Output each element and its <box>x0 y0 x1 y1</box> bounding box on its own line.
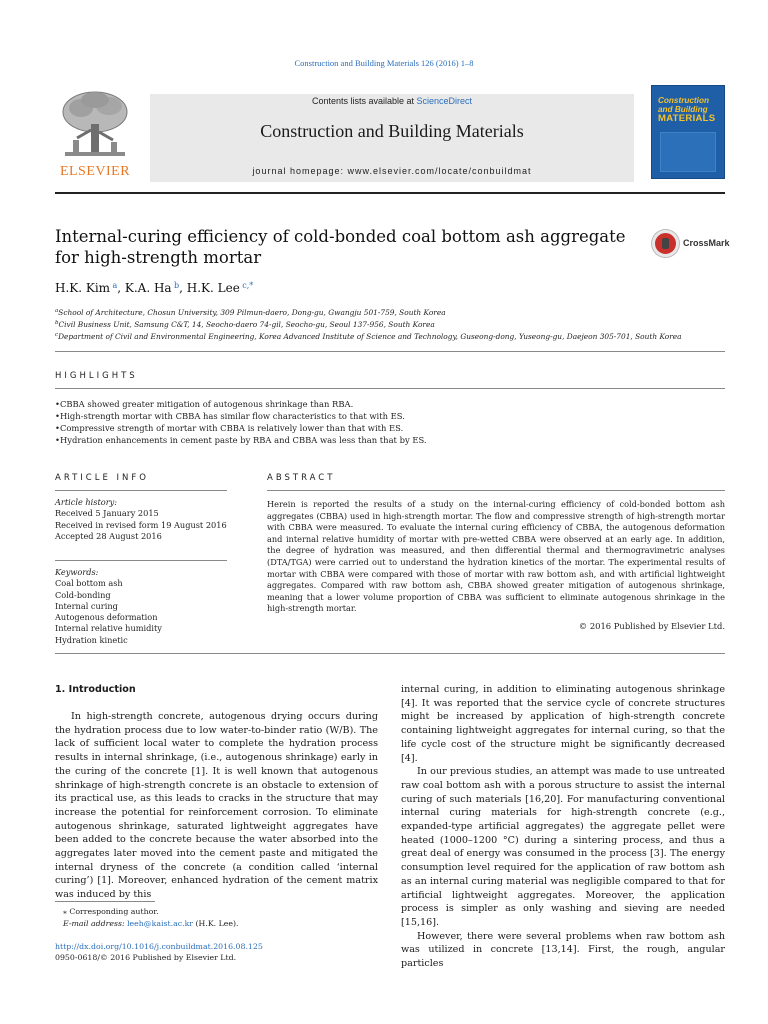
publisher-name: ELSEVIER <box>59 164 131 179</box>
crossmark-label: CrossMark <box>683 238 730 248</box>
history-item: Received 5 January 2015 <box>55 508 159 519</box>
keyword-item: Internal curing <box>55 600 118 611</box>
doi-link[interactable]: http://dx.doi.org/10.1016/j.conbuildmat.2016.08.125 <box>55 942 263 951</box>
highlights-heading: HIGHLIGHTS <box>55 371 138 381</box>
author-affil-sup[interactable]: c,* <box>242 281 254 290</box>
article-title: Internal-curing efficiency of cold-bonded coal bottom ash aggregate for high-strength mortar <box>55 227 626 267</box>
journal-reference[interactable]: Construction and Building Materials 126 (2016) 1–8 <box>294 58 474 68</box>
highlights-divider <box>55 388 725 389</box>
article-history <box>55 497 227 542</box>
history-label: Article history: <box>55 497 117 507</box>
author-affil-sup[interactable]: a <box>112 281 118 290</box>
body-paragraph: However, there were several problems when raw bottom ash was utilized in concrete [13,14]. First, the rough, angular particles <box>401 930 725 970</box>
history-item: Received in revised form 19 August 2016 <box>55 519 227 530</box>
body-paragraph: internal curing, in addition to eliminating autogenous shrinkage [4]. It was reported that the service cycle of concrete structures might be increased by application of high-strength concrete containing lightweight aggregates for internal curing, so that the life cycle cost of the structure might be significantly decreased [4]. <box>401 684 725 764</box>
affiliations <box>55 306 725 342</box>
body-left-column <box>55 710 378 902</box>
author-list: H.K. Kim $^a$, K.A. Ha $^b$, H.K. Lee $^{c,*}$ <box>55 281 254 295</box>
email-note <box>55 918 385 930</box>
journal-homepage[interactable]: journal homepage: www.elsevier.com/locate/conbuildmat <box>252 166 532 176</box>
contents-availability <box>150 96 634 106</box>
history-item: Accepted 28 August 2016 <box>55 530 162 541</box>
crossmark-icon <box>652 230 679 257</box>
highlights-list <box>55 398 725 446</box>
highlight-item: • CBBA showed greater mitigation of autogenous shrinkage than RBA. <box>55 398 725 410</box>
keywords-divider <box>55 560 227 561</box>
affiliation-item: $^c$Department of Civil and Environmental Engineering, Korea Advanced Institute of Science and Technology, Guseong-dong, Yuseong-gu, Daejeon 305-701, South Korea <box>55 332 682 341</box>
footnote-divider <box>55 901 155 902</box>
body-paragraph: In our previous studies, an attempt was made to use untreated raw coal bottom ash with a porous structure to assist the internal curing of such materials [16,20]. For manufacturing conventional internal curing materials for high-strength concrete (e.g., expanded-type artificial aggregates) the aggregate pellet were heated (1000–1200 °C) during a sintering process, and thus a great deal of energy was consumed in the process [3]. The energy consumption level required for the application of raw bottom ash as an internal curing material was negligible compared to that for artificial lightweight aggregates. Moreover, the application process is simpler as only washing and sieving are needed [15,16]. <box>401 766 725 928</box>
header-divider <box>55 192 725 194</box>
author-name: H.K. Kim <box>55 281 111 295</box>
author-name: K.A. Ha <box>124 281 172 295</box>
cover-line-3: MATERIALS <box>658 113 716 125</box>
highlight-item: • Compressive strength of mortar with CBBA is relatively lower than that with ES. <box>55 422 725 434</box>
page-footer <box>55 941 385 963</box>
keyword-item: Coal bottom ash <box>55 578 123 589</box>
footnote <box>55 906 385 930</box>
keyword-item: Hydration kinetic <box>55 634 128 645</box>
contents-prefix: Contents lists available at <box>311 96 417 106</box>
affiliations-divider <box>55 351 725 352</box>
sciencedirect-link[interactable]: ScienceDirect <box>416 96 473 106</box>
cover-line-2: and Building <box>658 105 708 115</box>
journal-name: Construction and Building Materials <box>260 121 524 141</box>
abstract-divider <box>267 490 725 491</box>
elsevier-tree-icon <box>55 90 135 162</box>
crossmark-badge[interactable] <box>652 230 732 260</box>
body-paragraph: In high-strength concrete, autogenous drying occurs during the hydration process due to low water-to-binder ratio (W/B). The lack of sufficient local water to complete the hydration process results in internal shrinkage, (i.e., autogenous shrinkage) early in the curing of the concrete [1]. It is well known that autogenous shrinkage of high-strength concrete is an obstacle to extension of its practical use, as this leads to cracks in the structure that may increase the potential for reinforcement corrosion. To eliminate autogenous shrinkage, saturated lightweight aggregates have been added to the concrete because the water absorbed into the aggregates later moved into the cement paste and mitigated the internal dryness of the concrete (a condition called ‘internal curing’) [1]. Moreover, enhanced hydration of the cement matrix was induced by this <box>55 711 378 901</box>
body-right-column <box>401 683 725 971</box>
abstract-end-divider <box>55 653 725 654</box>
keyword-item: Internal relative humidity <box>55 623 162 634</box>
cover-title <box>658 96 718 124</box>
article-info-divider <box>55 490 227 491</box>
elsevier-logo <box>55 90 135 180</box>
keywords <box>55 567 227 646</box>
author-affil-sup[interactable]: b <box>174 281 180 290</box>
highlight-item: • High-strength mortar with CBBA has similar flow characteristics to that with ES. <box>55 410 725 422</box>
keywords-label: Keywords: <box>55 567 99 577</box>
affiliation-item: $^a$School of Architecture, Chosun University, 309 Pilmun-daero, Dong-gu, Gwangju 501-759, South Korea <box>55 308 446 317</box>
keyword-item: Cold-bonding <box>55 589 111 600</box>
article-info-heading: ARTICLE INFO <box>55 473 149 483</box>
corresponding-author-note: ⁎ Corresponding author. <box>63 907 159 916</box>
email-link[interactable]: leeh@kaist.ac.kr <box>127 919 194 928</box>
section-heading-introduction: 1. Introduction <box>55 684 136 695</box>
author-name: H.K. Lee <box>186 281 240 295</box>
keyword-item: Autogenous deformation <box>55 612 158 623</box>
email-owner: (H.K. Lee). <box>193 919 239 928</box>
cover-artwork <box>660 132 716 172</box>
issn-line: 0950-0618/© 2016 Published by Elsevier Ltd. <box>55 953 237 962</box>
highlight-item: • Hydration enhancements in cement paste by RBA and CBBA was less than that by ES. <box>55 434 725 446</box>
abstract-copyright: © 2016 Published by Elsevier Ltd. <box>578 621 725 631</box>
abstract-text: Herein is reported the results of a study on the internal-curing efficiency of cold-bonded bottom ash aggregates (CBBA) used in high-strength mortar. The flow and compressive strength of high-strength mortar with CBBA were measured. To evaluate the internal curing efficiency of CBBA, the autogenous deformation and internal relative humidity of mortar with pre-wetted CBBA were observed at an early age. In addition, the degree of hydration was measured, and then differential thermal and thermogravimetric analyses (DTA/TGA) were carried out to understand the hydration kinetics of the mortar. The experimental results of mortar with CBBA were compared with those of mortar with raw bottom ash, and with artificial lightweight aggregates. Compared with raw bottom ash, CBBA showed greater mitigation of autogenous shrinkage, meaning that a lower volume proportion of CBBA was sufficient to eliminate autogenous shrinkage in the high-strength mortar. <box>267 499 725 614</box>
journal-cover-image[interactable] <box>651 85 725 179</box>
abstract-heading: ABSTRACT <box>267 473 336 483</box>
cover-line-1: Construction <box>658 96 709 105</box>
email-label: E-mail address: <box>63 919 128 928</box>
affiliation-item: $^b$Civil Business Unit, Samsung C&T, 14, Seocho-daero 74-gil, Seocho-gu, Seoul 137-956, South Korea <box>55 320 435 329</box>
